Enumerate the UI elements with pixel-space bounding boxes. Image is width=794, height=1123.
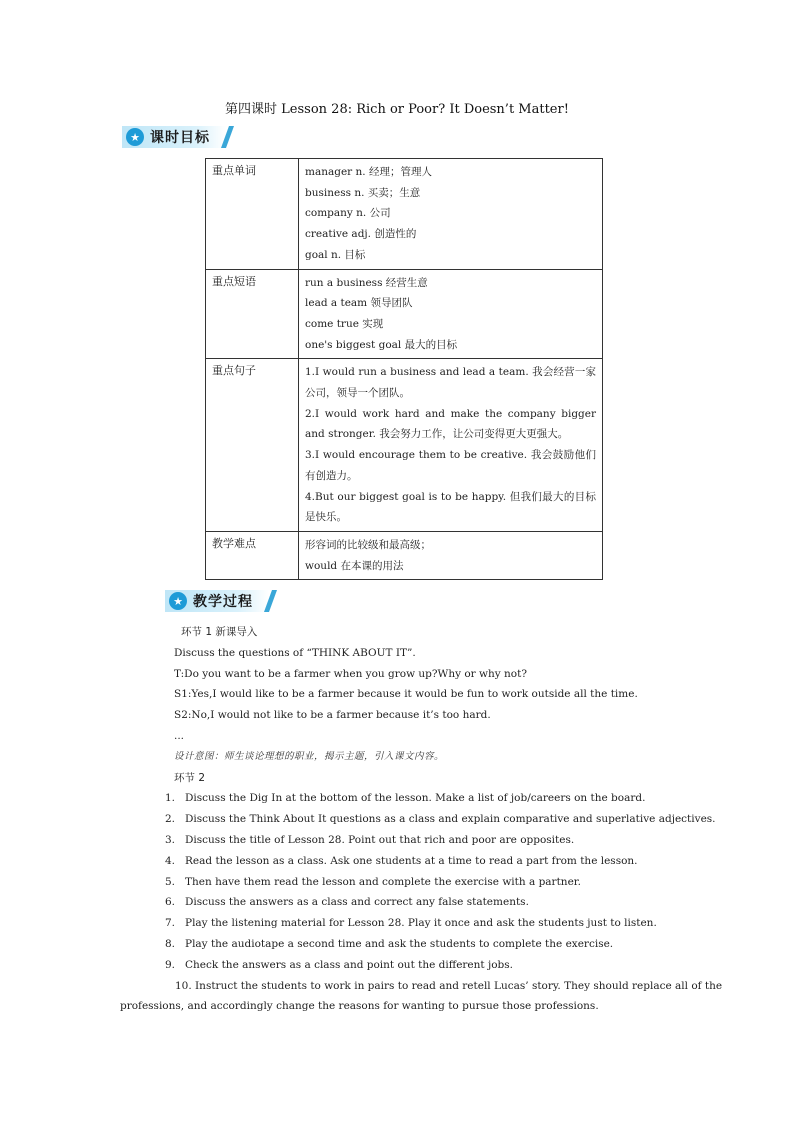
item-text: Then have them read the lesson and complete the exercise with a partner. xyxy=(185,875,581,888)
item-number: 2. xyxy=(164,813,175,826)
list-item xyxy=(120,788,675,809)
row-value xyxy=(299,159,603,270)
goals-table xyxy=(205,158,603,580)
list-item xyxy=(120,913,675,934)
design-note: 设计意图：师生谈论理想的职业，揭示主题，引入课文内容。 xyxy=(174,750,445,762)
trophy-icon: ★ xyxy=(126,128,144,146)
page-title: 第四课时 Lesson 28: Rich or Poor? It Doesn’t Matter! xyxy=(225,102,569,117)
list-item: would 在本课的用法 xyxy=(305,559,404,572)
section-header-process xyxy=(165,590,269,612)
item-text: professions, and accordingly change the reasons for wanting to pursue those professions. xyxy=(120,1000,599,1013)
item-text: 10. Instruct the students to work in pairs to read and retell Lucas’ story. They should replace all of the xyxy=(175,979,723,992)
item-text: Discuss the Think About It questions as a class and explain comparative and superlative adjectives. xyxy=(185,813,716,826)
item-text: Check the answers as a class and point out the different jobs. xyxy=(185,958,513,971)
list-item: company n. 公司 xyxy=(305,207,391,220)
list-item: one's biggest goal 最大的目标 xyxy=(305,338,458,351)
list-item: come true 实现 xyxy=(305,317,384,330)
table-row xyxy=(206,269,603,359)
list-item-10 xyxy=(120,976,723,1018)
list-item xyxy=(120,872,675,893)
list-item: goal n. 目标 xyxy=(305,248,366,261)
item-number: 7. xyxy=(164,917,175,930)
row-value xyxy=(299,269,603,359)
paragraph: S1:Yes,I would like to be a farmer because it would be fun to work outside all the time. xyxy=(174,688,638,701)
table-row xyxy=(206,531,603,579)
list-item xyxy=(120,851,675,872)
list-item: lead a team 领导团队 xyxy=(305,297,413,310)
section-label: 课时目标 xyxy=(150,130,210,146)
list-item: 1.I would run a business and lead a team. 我会经营一家公司，领导一个团队。 xyxy=(305,366,596,400)
list-item xyxy=(120,892,675,913)
section-header-goals xyxy=(122,126,226,148)
item-text: Read the lesson as a class. Ask one students at a time to read a part from the lesson. xyxy=(185,854,638,867)
paragraph: Discuss the questions of “THINK ABOUT IT”. xyxy=(174,646,416,659)
list-item: run a business 经营生意 xyxy=(305,276,428,289)
list-item: business n. 买卖；生意 xyxy=(305,186,421,199)
paragraph: S2:No,I would not like to be a farmer because it’s too hard. xyxy=(174,709,491,722)
item-text: Discuss the title of Lesson 28. Point out that rich and poor are opposites. xyxy=(185,833,575,846)
section-header-bar xyxy=(122,126,226,148)
list-item xyxy=(120,955,675,976)
item-text: Discuss the answers as a class and correct any false statements. xyxy=(185,896,529,909)
item-text: Discuss the Dig In at the bottom of the lesson. Make a list of job/careers on the board. xyxy=(185,792,646,805)
list-item xyxy=(120,934,675,955)
table-row xyxy=(206,359,603,532)
item-number: 1. xyxy=(164,792,175,805)
item-number: 3. xyxy=(164,833,175,846)
row-value xyxy=(299,531,603,579)
row-key: 教学难点 xyxy=(206,531,299,579)
item-number: 5. xyxy=(164,875,175,888)
list-item: 形容词的比较级和最高级； xyxy=(305,538,431,551)
item-number: 9. xyxy=(164,958,175,971)
step-heading: 环节 2 xyxy=(174,771,206,784)
teaching-process xyxy=(120,622,723,1017)
section-label: 教学过程 xyxy=(193,594,253,610)
table-row xyxy=(206,159,603,270)
list-item: 3.I would encourage them to be creative. 我会鼓励他们有创造力。 xyxy=(305,449,596,482)
row-key: 重点单词 xyxy=(206,159,299,270)
item-number: 8. xyxy=(164,937,175,950)
list-item: 4.But our biggest goal is to be happy. 但我们最大的目标是快乐。 xyxy=(305,490,596,524)
paragraph: T:Do you want to be a farmer when you grow up?Why or why not? xyxy=(174,667,527,680)
step-list xyxy=(120,788,716,975)
list-item xyxy=(120,809,716,830)
step-heading: 环节 1 新课导入 xyxy=(181,626,258,638)
row-key: 重点短语 xyxy=(206,269,299,359)
item-number: 4. xyxy=(164,854,175,867)
list-item: 2.I would work hard and make the company bigger and stronger. 我会努力工作，让公司变得更大更强大。 xyxy=(305,407,596,441)
list-item: creative adj. 创造性的 xyxy=(305,228,417,241)
item-text: Play the audiotape a second time and ask the students to complete the exercise. xyxy=(185,937,614,950)
item-number: 6. xyxy=(164,896,175,909)
list-item: manager n. 经理；管理人 xyxy=(305,166,432,178)
item-text: Play the listening material for Lesson 28. Play it once and ask the students just to listen. xyxy=(185,917,657,930)
row-value xyxy=(299,359,603,532)
section-header-bar xyxy=(165,590,269,612)
row-key: 重点句子 xyxy=(206,359,299,532)
list-item xyxy=(120,830,675,851)
paragraph: ... xyxy=(174,729,185,742)
trophy-icon: ★ xyxy=(169,592,187,610)
